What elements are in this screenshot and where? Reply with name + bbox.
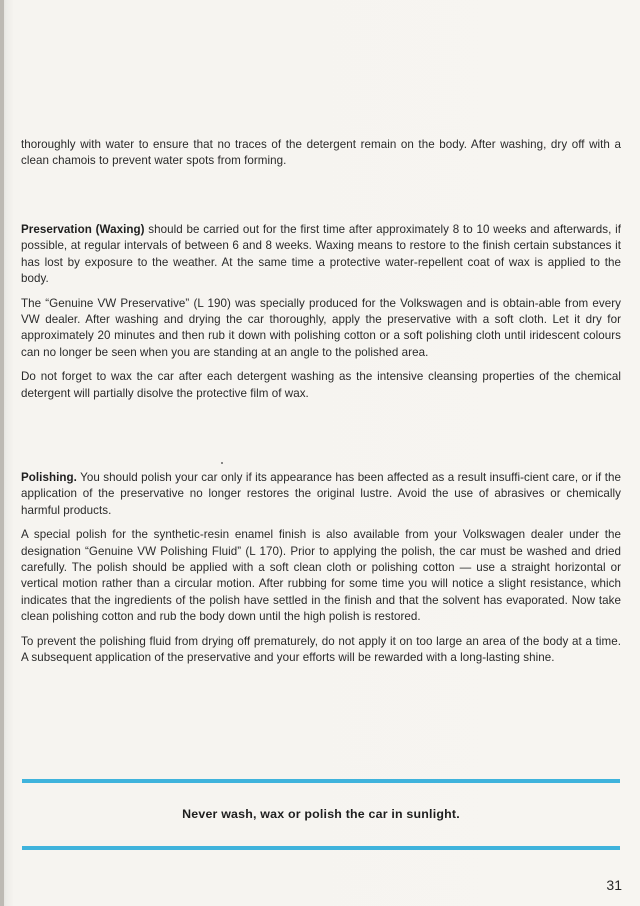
waxing-heading: Preservation (Waxing)	[21, 223, 145, 236]
polishing-paragraph-1-text: You should polish your car only if its appearance has been affected as a result insuffi-cient care, or if the application of the preservative no longer restores the original lustre. Avoid the use of abrasives or chemically harmful products.	[21, 471, 621, 517]
polishing-section	[21, 470, 621, 666]
notice-rule-top	[22, 779, 620, 783]
intro-section	[21, 137, 621, 170]
polishing-paragraph-3: To prevent the polishing fluid from drying off prematurely, do not apply it on too large an area of the body at a time. A subsequent application of the preservative and your efforts will be rewarded with a long-lasting shine.	[21, 634, 621, 664]
print-speck	[221, 462, 223, 464]
intro-paragraph: thoroughly with water to ensure that no traces of the detergent remain on the body. After washing, dry off with a clean chamois to prevent water spots from forming.	[21, 138, 621, 168]
polishing-paragraph-1	[21, 470, 621, 519]
page-number: 31	[606, 877, 622, 893]
waxing-paragraph-2: The “Genuine VW Preservative” (L 190) was specially produced for the Volkswagen and is obtain-able from every VW dealer. After washing and drying the car thoroughly, apply the preservative with a soft cloth. Let it dry for approximately 20 minutes and then rub it down with polishing cotton or a soft polishing cloth until iridescent colours can no longer be seen when you are standing at an angle to the polished area.	[21, 296, 621, 359]
waxing-paragraph-1	[21, 222, 621, 287]
polishing-heading: Polishing.	[21, 471, 77, 484]
notice-rule-bottom	[22, 846, 620, 850]
waxing-paragraph-1-text: should be carried out for the first time after approximately 8 to 10 weeks and afterwards, if possible, at regular intervals of between 6 and 8 weeks. Waxing means to restore to the finish certain substances it has lost by exposure to the weather. At the same time a protective water-repellent coat of wax is applied to the body.	[21, 223, 622, 285]
waxing-paragraph-3: Do not forget to wax the car after each detergent washing as the intensive cleansing properties of the chemical detergent will partially disolve the protective film of wax.	[21, 370, 621, 400]
sunlight-warning: Never wash, wax or polish the car in sunlight.	[182, 807, 460, 821]
page-spine-shadow	[0, 0, 4, 906]
waxing-section	[21, 222, 621, 402]
polishing-paragraph-2: A special polish for the synthetic-resin enamel finish is also available from your Volkswagen dealer under the designation “Genuine VW Polishing Fluid” (L 170). Prior to applying the polish, the car must be washed and dried carefully. The polish should be applied with a soft clean cloth or polishing cotton — use a straight horizontal or vertical motion rather than a circular motion. After rubbing for some time you will notice a slight resistance, which indicates that the ingredients of the polish have settled in the finish and that the solvent has evaporated. Now take clean polishing cotton and rub the body down until the high polish is restored.	[21, 528, 621, 623]
